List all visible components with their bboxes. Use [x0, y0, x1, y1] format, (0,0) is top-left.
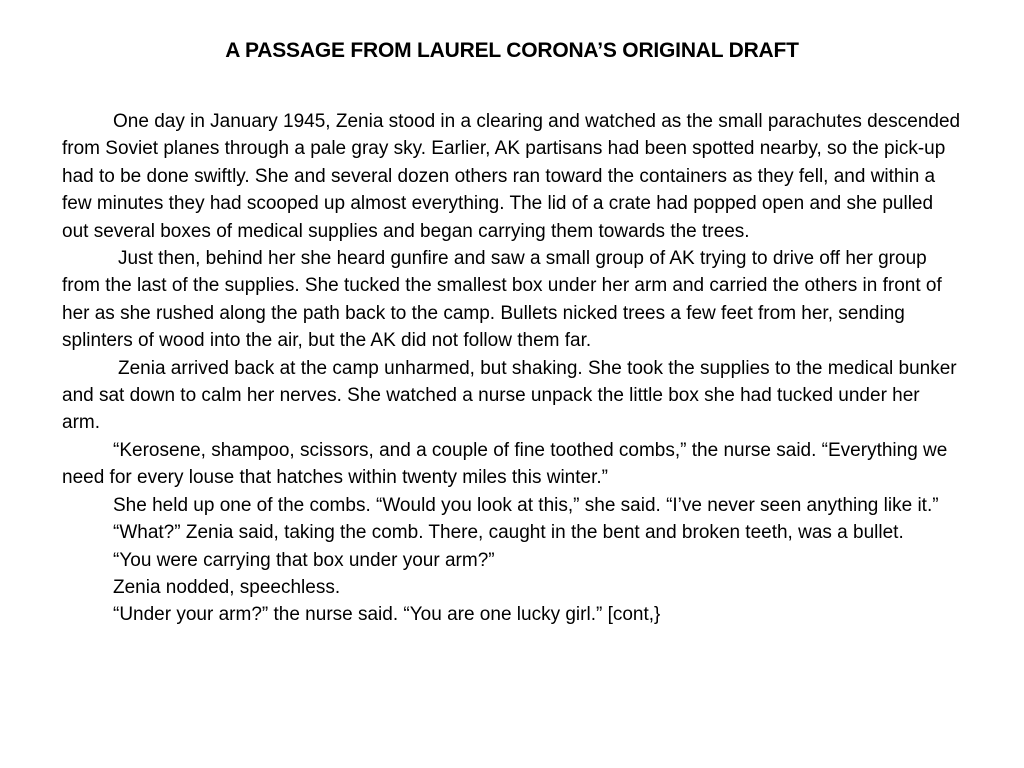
paragraph: “What?” Zenia said, taking the comb. There, caught in the bent and broken teeth, was a bullet.	[113, 522, 904, 544]
page-title: A PASSAGE FROM LAUREL CORONA’S ORIGINAL DRAFT	[225, 39, 799, 62]
paragraph: “Kerosene, shampoo, scissors, and a couple of fine toothed combs,” the nurse said. “Everything we need for every louse that hatches within twenty miles this winter.”	[62, 439, 948, 489]
paragraph: She held up one of the combs. “Would you look at this,” she said. “I’ve never seen anything like it.”	[113, 494, 939, 516]
paragraph: Zenia arrived back at the camp unharmed, but shaking. She took the supplies to the medical bunker and sat down to calm her nerves. She watched a nurse unpack the little box she had tucked under her arm.	[62, 357, 957, 434]
paragraph: “Under your arm?” the nurse said. “You are one lucky girl.” [cont,}	[113, 604, 661, 626]
paragraph: One day in January 1945, Zenia stood in a clearing and watched as the small parachutes descended from Soviet planes through a pale gray sky. Earlier, AK partisans had been spotted nearby, so the pick-up had to be done swiftly. She and several dozen others ran toward the containers as they fell, and within a few minutes they had scooped up almost everything. The lid of a crate had popped open and she pulled out several boxes of medical supplies and began carrying them towards the trees.	[62, 111, 961, 242]
paragraph: “You were carrying that box under your arm?”	[113, 549, 495, 571]
paragraph: Zenia nodded, speechless.	[113, 576, 341, 598]
passage-body	[62, 108, 962, 629]
paragraph: Just then, behind her she heard gunfire and saw a small group of AK trying to drive off her group from the last of the supplies. She tucked the smallest box under her arm and carried the others in front of her as she rushed along the path back to the camp. Bullets nicked trees a few feet from her, sending splinters of wood into the air, but the AK did not follow them far.	[62, 248, 942, 352]
